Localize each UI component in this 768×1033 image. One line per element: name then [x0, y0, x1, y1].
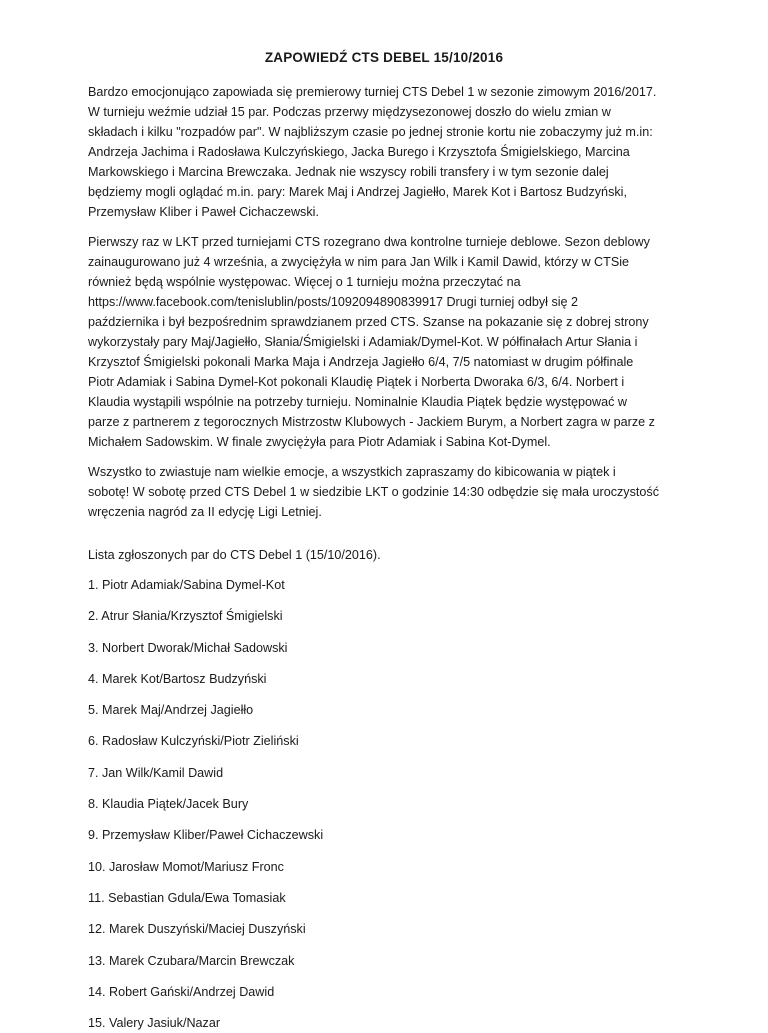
paragraph-line: sobotę! W sobotę przed CTS Debel 1 w siedzibie LKT o godzinie 14:30 odbędzie się mała uroczystość	[88, 485, 659, 499]
list-item: 11. Sebastian Gdula/Ewa Tomasiak	[88, 890, 286, 905]
paragraph-line: składach i kilku "rozpadów par". W najbliższym czasie po jednej stronie kortu nie zobaczymy już m.in:	[88, 125, 653, 139]
paragraph-line: Andrzeja Jachima i Radosława Kulczyńskiego, Jacka Burego i Krzysztofa Śmigielskiego, Marcina	[88, 145, 630, 159]
paragraph-line: https://www.facebook.com/tenislublin/posts/1092094890839917 Drugi turniej odbył się 2	[88, 295, 579, 309]
list-item: 5. Marek Maj/Andrzej Jagiełło	[88, 703, 254, 718]
list-item: 3. Norbert Dworak/Michał Sadowski	[88, 640, 288, 655]
paragraph-line: Klaudia wystąpili wspólnie na potrzeby turnieju. Nominalnie Klaudia Piątek będzie występować w	[88, 395, 628, 409]
list-item: 12. Marek Duszyński/Maciej Duszyński	[88, 922, 306, 937]
list-item: 8. Klaudia Piątek/Jacek Bury	[88, 797, 249, 812]
paragraph	[88, 82, 688, 222]
list-title: Lista zgłoszonych par do CTS Debel 1 (15/10/2016).	[88, 548, 381, 562]
list-item: 2. Atrur Słania/Krzysztof Śmigielski	[88, 609, 283, 624]
paragraph-line: Wszystko to zwiastuje nam wielkie emocje, a wszystkich zapraszamy do kibicowania w piątek i	[88, 465, 616, 479]
pairs-list	[88, 575, 688, 1033]
paragraph-line: Krzysztof Śmigielski pokonali Marka Maja i Andrzeja Jagiełło 6/4, 7/5 natomiast w drugim półfinale	[88, 355, 634, 369]
paragraph-line: zainaugurowano już 4 września, a zwyciężyła w nim para Jan Wilk i Kamil Dawid, którzy w CTSie	[88, 255, 630, 269]
paragraph	[88, 232, 688, 452]
paragraph-line: Piotr Adamiak i Sabina Dymel-Kot pokonali Klaudię Piątek i Norberta Dworaka 6/3, 6/4. Norbert i	[88, 375, 625, 389]
document-body	[88, 82, 688, 1033]
paragraph-line: będziemy mogli oglądać m.in. pary: Marek Maj i Andrzej Jagiełło, Marek Kot i Bartosz Budzyński,	[88, 185, 627, 199]
paragraph-line: wręczenia nagród za II edycję Ligi Letniej.	[88, 505, 322, 519]
list-item: 9. Przemysław Kliber/Paweł Cichaczewski	[88, 828, 324, 843]
list-item: 10. Jarosław Momot/Mariusz Fronc	[88, 859, 284, 874]
paragraph-line: parze z partnerem z tegorocznych Mistrzostw Klubowych - Jackiem Burym, a Norbert zagra w parze z	[88, 415, 655, 429]
paragraph-line: Markowskiego i Marcina Brewczaka. Jednak nie wszyscy robili transfery i w tym sezonie dalej	[88, 165, 609, 179]
list-item: 7. Jan Wilk/Kamil Dawid	[88, 765, 224, 780]
paragraph-line: Pierwszy raz w LKT przed turniejami CTS rozegrano dwa kontrolne turnieje deblowe. Sezon deblowy	[88, 235, 650, 249]
list-item: 14. Robert Gański/Andrzej Dawid	[88, 984, 275, 999]
paragraph-line: również będą wspólnie występowac. Więcej o 1 turnieju można przeczytać na	[88, 275, 521, 289]
document-title: ZAPOWIEDŹ CTS DEBEL 15/10/2016	[264, 50, 504, 65]
paragraph-line: Bardzo emocjonująco zapowiada się premierowy turniej CTS Debel 1 w sezonie zimowym 2016/2017.	[88, 85, 657, 99]
paragraph	[88, 462, 688, 522]
paragraph-line: października i był bezpośrednim sprawdzianem przed CTS. Szanse na pokazanie się z dobrej strony	[88, 315, 649, 329]
list-item: 1. Piotr Adamiak/Sabina Dymel-Kot	[88, 578, 285, 592]
paragraph-line: Michałem Sadowskim. W finale zwyciężyła para Piotr Adamiak i Sabina Kot-Dymel.	[88, 435, 551, 449]
list-item: 13. Marek Czubara/Marcin Brewczak	[88, 953, 295, 968]
list-item: 6. Radosław Kulczyński/Piotr Zieliński	[88, 734, 299, 749]
paragraph-line: W turnieju weźmie udział 15 par. Podczas przerwy międzysezonowej doszło do wielu zmian w	[88, 105, 611, 119]
list-item: 4. Marek Kot/Bartosz Budzyński	[88, 671, 267, 686]
paragraph-line: wykorzystały pary Maj/Jagiełło, Słania/Śmigielski i Adamiak/Dymel-Kot. W półfinałach Artur Słania i	[88, 335, 638, 349]
list-item: 15. Valery Jasiuk/Nazar	[88, 1016, 221, 1031]
paragraphs	[88, 82, 688, 522]
paragraph-line: Przemysław Kliber i Paweł Cichaczewski.	[88, 205, 319, 219]
